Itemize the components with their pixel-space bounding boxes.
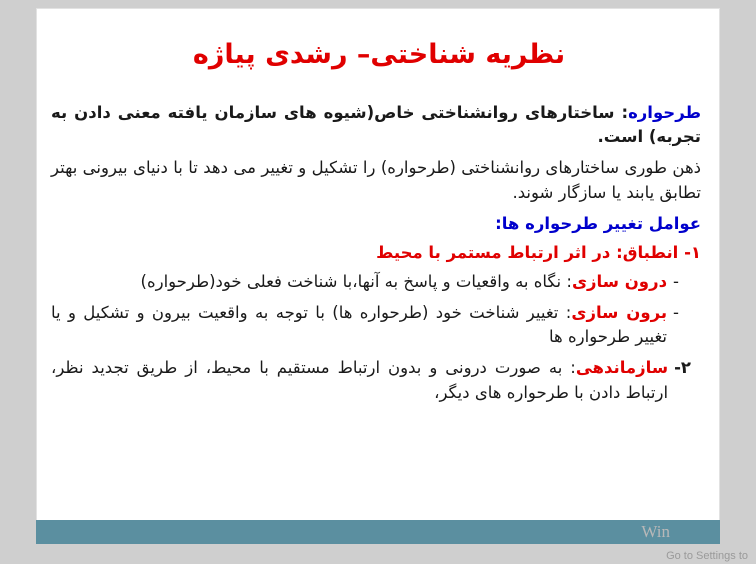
item-1-subitem-2-text [51, 301, 667, 351]
item-1-heading-text: انطباق: در اثر ارتباط مستمر با محیط [376, 242, 679, 262]
item-1-subitem-1-text [51, 270, 667, 295]
schema-explanation: ذهن طوری ساختارهای روانشناختی (طرحواره) را تشکیل و تغییر می دهد تا با دنیای بیرونی بهتر تطابق یابند یا سازگار شوند. [51, 157, 701, 203]
item-1-subitem-2-body: : تغییر شناخت خود (طرحواره ها) با توجه به واقعیت بیرون و تشکیل و یا تغییر طرحواره ها [51, 302, 668, 347]
item-1-marker: ۱- [684, 242, 701, 262]
item-2-marker: ۲- [674, 358, 691, 378]
item-2 [51, 356, 691, 406]
activation-notice: Go to Settings to [666, 550, 748, 562]
slide-canvas [36, 8, 720, 544]
item-1-subitem-1 [51, 270, 679, 295]
windows-watermark: Win [641, 522, 670, 541]
definition-separator: : [621, 103, 629, 122]
slide-title: نظریه شناختی– رشدی پیاژه [192, 39, 566, 70]
item-1-subitem-2 [51, 301, 679, 351]
item-2-body: : به صورت درونی و بدون ارتباط مستقیم با محیط، از طریق تجدید نظر، ارتباط دادن با طرحواره های دیگر، [51, 358, 669, 402]
slide-body [51, 101, 701, 412]
item-1-subitem-2-keyword: برون سازی [571, 302, 668, 322]
definition-text: ساختارهای روانشناختی خاص(شیوه های سازمان یافته معنی دادن به تجربه) [51, 103, 701, 146]
item-1-subitem-1-keyword: درون سازی [571, 271, 668, 291]
bullet-dash-icon: - [673, 302, 679, 322]
item-2-heading-text: سازماندهی [575, 358, 669, 378]
definition-term: طرحواره [628, 103, 701, 122]
schema-definition [51, 101, 701, 149]
footer-bar [36, 520, 720, 544]
section-heading: عوامل تغییر طرحواره ها: [495, 213, 701, 233]
item-1-heading [51, 243, 701, 262]
definition-tail: است. [597, 126, 644, 146]
item-1-subitem-1-body: : نگاه به واقعیات و پاسخ به آنها،با شناخت فعلی خود(طرحواره) [140, 271, 572, 291]
bullet-dash-icon: - [673, 271, 679, 291]
item-2-text [51, 356, 668, 406]
